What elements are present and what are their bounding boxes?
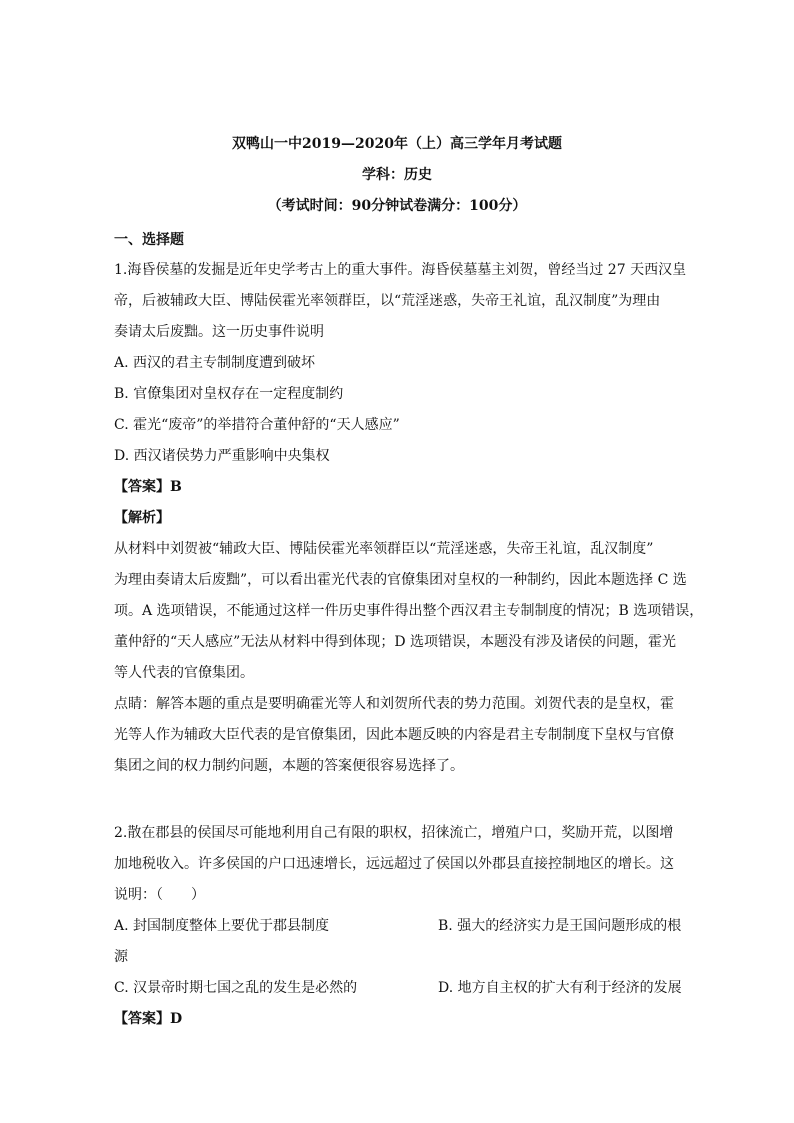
q1-analysis-line: 等人代表的官僚集团。 [114, 665, 254, 681]
q2-option-b-continued: 源 [114, 949, 128, 965]
q1-analysis-line: 董仲舒的“天人感应”无法从材料中得到体现；D 选项错误，本题没有涉及诸侯的问题，霍光 [114, 634, 676, 650]
q2-option-c: C. 汉景帝时期七国之乱的发生是必然的 [114, 980, 358, 996]
q2-option-b: B. 强大的经济实力是王国问题形成的根 [438, 918, 682, 934]
q1-option-b: B. 官僚集团对皇权存在一定程度制约 [114, 386, 344, 402]
q2-options-row-2 [114, 973, 684, 1004]
q1-answer: 【答案】B [114, 479, 182, 495]
q1-stem-line: 1.海昏侯墓的发掘是近年史学考古上的重大事件。海昏侯墓墓主刘贺，曾经当过 27 天西汉皇 [114, 262, 687, 278]
q1-tip-line: 光等人作为辅政大臣代表的是官僚集团，因此本题反映的内容是君主专制制度下皇权与官僚 [114, 727, 674, 743]
section-title: 一、选择题 [114, 232, 184, 248]
subject-line: 学科：历史 [362, 167, 432, 183]
q1-stem-line: 帝，后被辅政大臣、博陆侯霍光率领群臣，以“荒淫迷惑，失帝王礼谊，乱汉制度”为理由 [114, 293, 661, 309]
q1-tip-line: 集团之间的权力制约问题，本题的答案便很容易选择了。 [114, 758, 464, 774]
q1-tip-line: 点睛：解答本题的重点是要明确霍光等人和刘贺所代表的势力范围。刘贺代表的是皇权，霍 [114, 696, 674, 712]
exam-info: （考试时间：90分钟试卷满分：100分） [267, 198, 527, 214]
q2-answer: 【答案】D [114, 1011, 183, 1027]
q1-option-a: A. 西汉的君主专制制度遭到破坏 [114, 355, 316, 371]
q1-analysis-line: 为理由奏请太后废黜”，可以看出霍光代表的官僚集团对皇权的一种制约，因此本题选择 C 选 [114, 572, 687, 588]
q1-analysis-line: 项。A 选项错误，不能通过这样一件历史事件得出整个西汉君主专制制度的情况；B 选项错误， [114, 603, 704, 619]
q1-option-c: C. 霍光“废帝”的举措符合董仲舒的“天人感应” [114, 417, 400, 433]
q1-analysis-line: 从材料中刘贺被“辅政大臣、博陆侯霍光率领群臣以“荒淫迷惑，失帝王礼谊，乱汉制度” [114, 541, 654, 557]
q2-stem-line: 说明：（ ） [114, 887, 205, 903]
question-1 [114, 255, 704, 782]
q2-options-row-1 [114, 911, 684, 942]
q1-option-d: D. 西汉诸侯势力严重影响中央集权 [114, 448, 330, 464]
q2-option-a: A. 封国制度整体上要优于郡县制度 [114, 918, 330, 934]
q1-stem-line: 奏请太后废黜。这一历史事件说明 [114, 324, 324, 340]
q2-stem-line: 加地税收入。许多侯国的户口迅速增长，远远超过了侯国以外郡县直接控制地区的增长。这 [114, 856, 674, 872]
question-2 [114, 818, 684, 1035]
q1-analysis-label: 【解析】 [114, 510, 170, 526]
q2-option-d: D. 地方自主权的扩大有利于经济的发展 [438, 980, 682, 996]
q2-stem-line: 2.散在郡县的侯国尽可能地利用自己有限的职权，招徕流亡，增殖户口，奖励开荒，以图增 [114, 825, 674, 841]
exam-title: 双鸭山一中2019—2020年（上）高三学年月考试题 [232, 136, 562, 152]
